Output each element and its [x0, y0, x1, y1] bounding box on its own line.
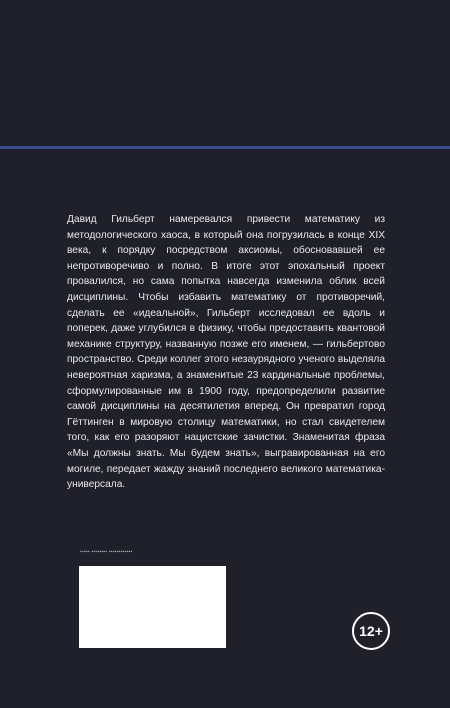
book-description: Давид Гильберт намеревался привести математику из методологического хаоса, в который она погрузилась в конце XIX века, к порядку посредством аксиомы, обосновавшей ее непротиворечиво и полно. В итоге этот эпохальный проект провалился, но сама попытка навсегда изменила облик всей дисциплины. Чтобы избавить математику от противоречий, сделать ее «идеальной», Гильберт исследовал ее вдоль и поперек, даже углубился в физику, чтобы предоставить квантовой механике структуру, названную позже его именем, — гильбертово пространство. Среди коллег этого незаурядного ученого выделяла невероятная харизма, а знаменитые 23 кардинальные проблемы, сформулированные им в 1900 году, предопределили развитие самой дисциплины на десятилетия вперед. Он превратил город Гёттинген в мировую столицу математики, но стал свидетелем того, как его разоряют нацистские зачистки. Знаменитая фраза «Мы должны знать. Мы будем знать», выгравированная на его могиле, передает жажду знаний последнего великого математика-универсала. — [67, 214, 385, 491]
horizontal-rule — [0, 146, 450, 149]
barcode-area — [79, 566, 226, 648]
age-rating-badge: 12+ — [352, 612, 390, 650]
imprint-small-print: ▪▪▪▪▪ ▪▪▪▪▪▪▪▪ ▪▪▪▪▪▪▪▪▪▪▪▪ — [80, 549, 133, 555]
